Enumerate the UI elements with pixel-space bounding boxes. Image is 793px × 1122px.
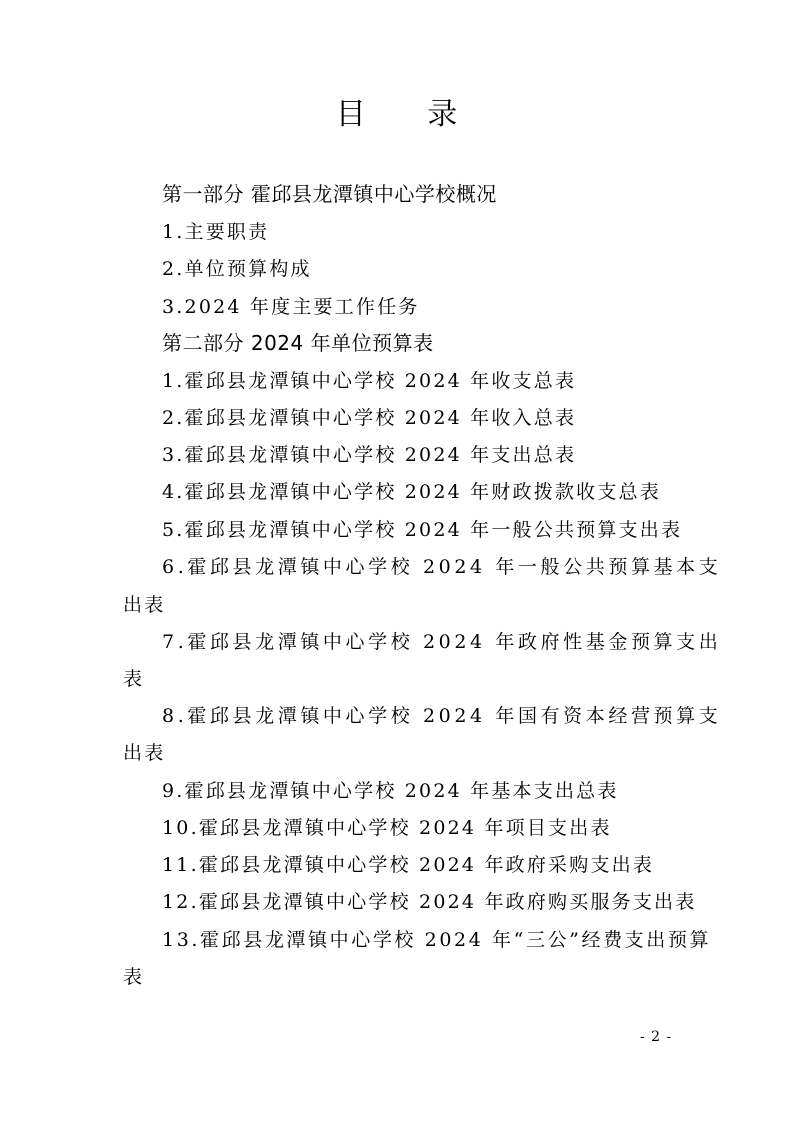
- toc-item: 10.霍邱县龙潭镇中心学校 2024 年项目支出表: [162, 817, 612, 839]
- toc-item: 3.2024 年度主要工作任务: [162, 296, 420, 318]
- toc-item-continuation: 表: [123, 966, 145, 988]
- toc-item-continuation: 出表: [123, 742, 166, 764]
- toc-item: 1.霍邱县龙潭镇中心学校 2024 年收支总表: [162, 370, 577, 392]
- toc-item-wrapped: 13.霍邱县龙潭镇中心学校 2024 年“三公”经费支出预算: [162, 929, 712, 951]
- toc-item: 2.单位预算构成: [162, 258, 312, 280]
- toc-item: 9.霍邱县龙潭镇中心学校 2024 年基本支出总表: [162, 780, 619, 802]
- toc-item-continuation: 出表: [123, 594, 166, 616]
- section-heading-part2: 第二部分 2024 年单位预算表: [162, 331, 434, 355]
- toc-item: 1.主要职责: [162, 221, 270, 243]
- toc-item-continuation: 表: [123, 668, 145, 690]
- toc-item-wrapped: 6.霍邱县龙潭镇中心学校 2024 年一般公共预算基本支: [162, 556, 722, 578]
- page-title: 目 录: [335, 97, 484, 132]
- toc-item: 5.霍邱县龙潭镇中心学校 2024 年一般公共预算支出表: [162, 519, 683, 541]
- toc-item: 11.霍邱县龙潭镇中心学校 2024 年政府采购支出表: [162, 854, 655, 876]
- toc-item-wrapped: 8.霍邱县龙潭镇中心学校 2024 年国有资本经营预算支: [162, 705, 722, 727]
- toc-item: 3.霍邱县龙潭镇中心学校 2024 年支出总表: [162, 444, 577, 466]
- page-number: - 2 -: [640, 1029, 673, 1045]
- toc-item-wrapped: 7.霍邱县龙潭镇中心学校 2024 年政府性基金预算支出: [162, 631, 722, 653]
- toc-item: 4.霍邱县龙潭镇中心学校 2024 年财政拨款收支总表: [162, 481, 661, 503]
- toc-item: 2.霍邱县龙潭镇中心学校 2024 年收入总表: [162, 407, 577, 429]
- section-heading-part1: 第一部分 霍邱县龙潭镇中心学校概况: [162, 182, 497, 206]
- toc-item: 12.霍邱县龙潭镇中心学校 2024 年政府购买服务支出表: [162, 891, 697, 913]
